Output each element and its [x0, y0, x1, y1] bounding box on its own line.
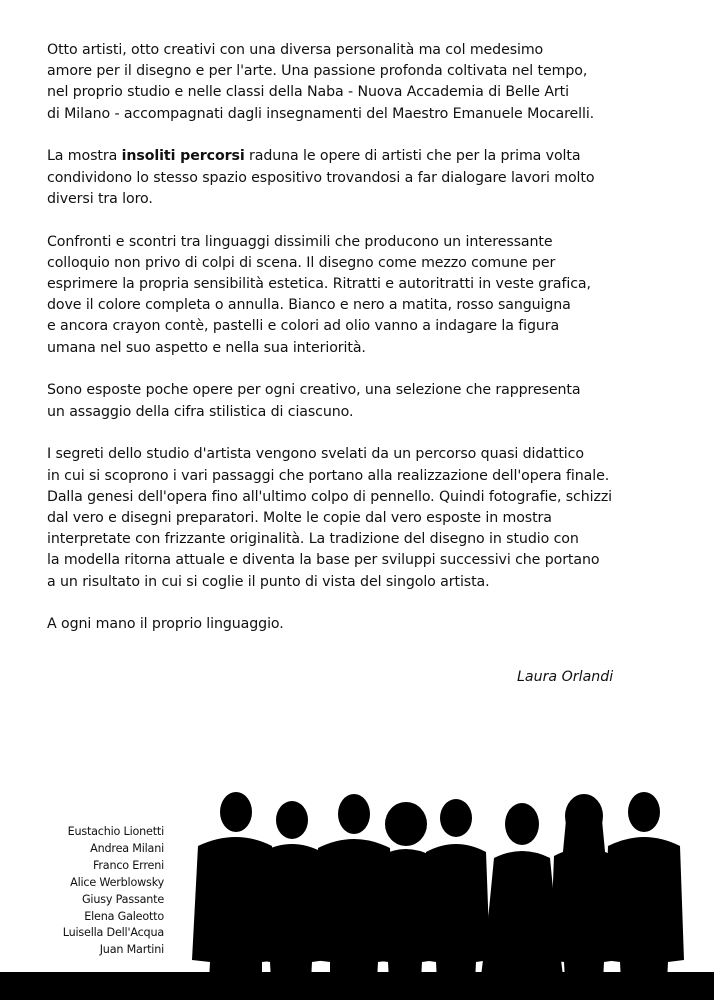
artist-name: Andrea Milani — [90, 841, 164, 855]
paragraph-5: I segreti dello studio d'artista vengono svelati da un percorso quasi didattico in cui si scoprono i vari passaggi che portano alla realizzazione dell'opera finale. Dalla genesi dell'opera fino all'ultimo colpo di pennello. Quindi fotografie, schizzi dal vero e disegni preparatori. Molte le copie dal vero esposte in mostra interpretate con frizzante originalità. La tradizione del disegno in studio con la modella ritorna attuale e diventa la base per sviluppi successivi che portano a un risultato in cui si coglie il punto di vista del singolo artista. — [47, 446, 613, 590]
silhouette-person — [422, 799, 490, 1000]
ground-bar — [0, 972, 714, 1000]
artist-name: Elena Galeotto — [84, 909, 164, 923]
artist-name: Eustachio Lionetti — [67, 825, 164, 838]
paragraph-3: Confronti e scontri tra linguaggi dissimili che producono un interessante colloquio non privo di colpi di scena. Il disegno come mezzo comune per esprimere la propria sensibilità estetica. Ritratti e autoritratti in veste grafica, dove il colore completa o annulla. Bianco e nero a matita, rosso sanguigna e ancora crayon contè, pastelli e colori ad olio vanno a indagare la figura umana nel suo aspetto e nella sua interiorità. — [47, 233, 591, 356]
exhibition-title: insoliti percorsi — [121, 148, 245, 165]
artist-name: Juan Martini — [99, 943, 164, 957]
artist-name: Luisella Dell'Acqua — [62, 926, 164, 940]
artist-name: Franco Erreni — [92, 858, 164, 872]
silhouette-person — [258, 801, 326, 1000]
essay-text — [47, 40, 697, 657]
paragraph-2-rest: raduna le opere di artisti che per la prima volta condividono lo stesso spazio espositivo trovandosi a far dialogare lavori molto diversi tra loro. — [47, 148, 595, 207]
paragraph-2 — [47, 146, 697, 210]
people-silhouettes-illustration — [0, 770, 714, 1000]
paragraph-2-start: La mostra — [47, 148, 122, 165]
author-signature: Laura Orlandi — [517, 669, 614, 685]
silhouette-person — [604, 792, 684, 1000]
paragraph-6: A ogni mano il proprio linguaggio. — [47, 616, 284, 633]
paragraph-1: Otto artisti, otto creativi con una diversa personalità ma col medesimo amore per il disegno e per l'arte. Una passione profonda coltivata nel tempo, nel proprio studio e nelle classi della Naba - Nuova Accademia di Belle Arti di Milano - accompagnati dagli insegnamenti del Maestro Emanuele Mocarelli. — [47, 42, 595, 122]
artist-name: Giusy Passante — [81, 892, 164, 906]
artist-name: Alice Werblowsky — [70, 875, 164, 889]
paragraph-4: Sono esposte poche opere per ogni creativo, una selezione che rappresenta un assaggio della cifra stilistica di ciascuno. — [47, 382, 581, 420]
